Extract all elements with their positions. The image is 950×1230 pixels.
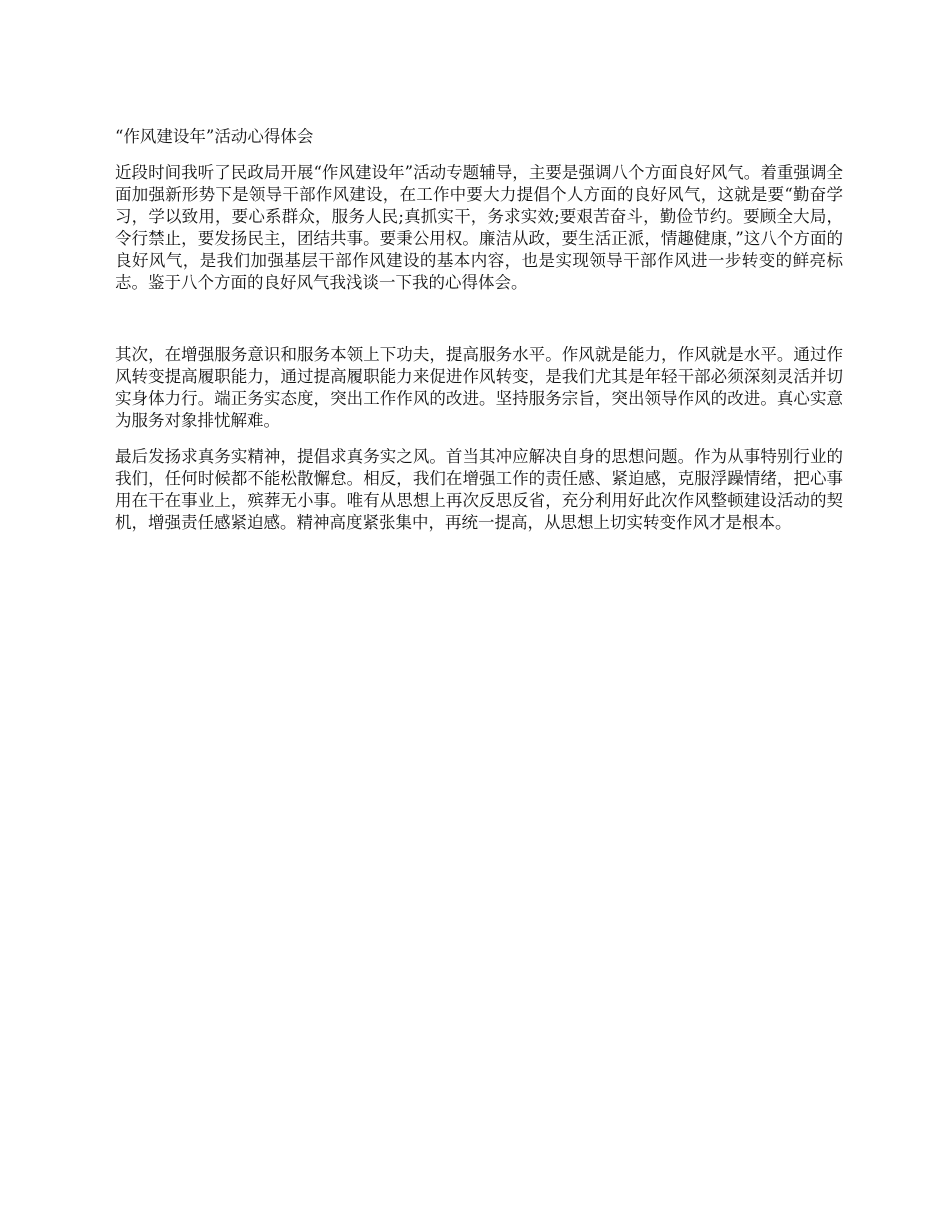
paragraph-intro: 近段时间我听了民政局开展“作风建设年”活动专题辅导，主要是强调八个方面良好风气。着重强调全面加强新形势下是领导干部作风建设，在工作中要大力提倡个人方面的良好风气，这就是要“勤奋学习，学以致用，要心系群众，服务人民;真抓实干，务求实效;要艰苦奋斗，勤俭节约。要顾全大局，令行禁止，要发扬民主，团结共事。要秉公用权。廉洁从政，要生活正派，情趣健康，”这八个方面的良好风气，是我们加强基层干部作风建设的基本内容，也是实现领导干部作风进一步转变的鲜亮标志。鉴于八个方面的良好风气我浅谈一下我的心得体会。 xyxy=(115,163,843,292)
document-title: “作风建设年”活动心得体会 xyxy=(115,127,314,146)
paragraph-second: 其次，在增强服务意识和服务本领上下功夫，提高服务水平。作风就是能力，作风就是水平。通过作风转变提高履职能力，通过提高履职能力来促进作风转变，是我们尤其是年轻干部必须深刻灵活并切实身体力行。端正务实态度，突出工作作风的改进。坚持服务宗旨，突出领导作风的改进。真心实意为服务对象排忧解难。 xyxy=(115,345,843,430)
document-body xyxy=(115,126,843,548)
paragraph-last: 最后发扬求真务实精神，提倡求真务实之风。首当其冲应解决自身的思想问题。作为从事特别行业的我们，任何时候都不能松散懈怠。相反，我们在增强工作的责任感、紧迫感，克服浮躁情绪，把心事用在干在事业上，殡葬无小事。唯有从思想上再次反思反省，充分利用好此次作风整顿建设活动的契机，增强责任感紧迫感。精神高度紧张集中，再统一提高，从思想上切实转变作风才是根本。 xyxy=(115,447,843,532)
